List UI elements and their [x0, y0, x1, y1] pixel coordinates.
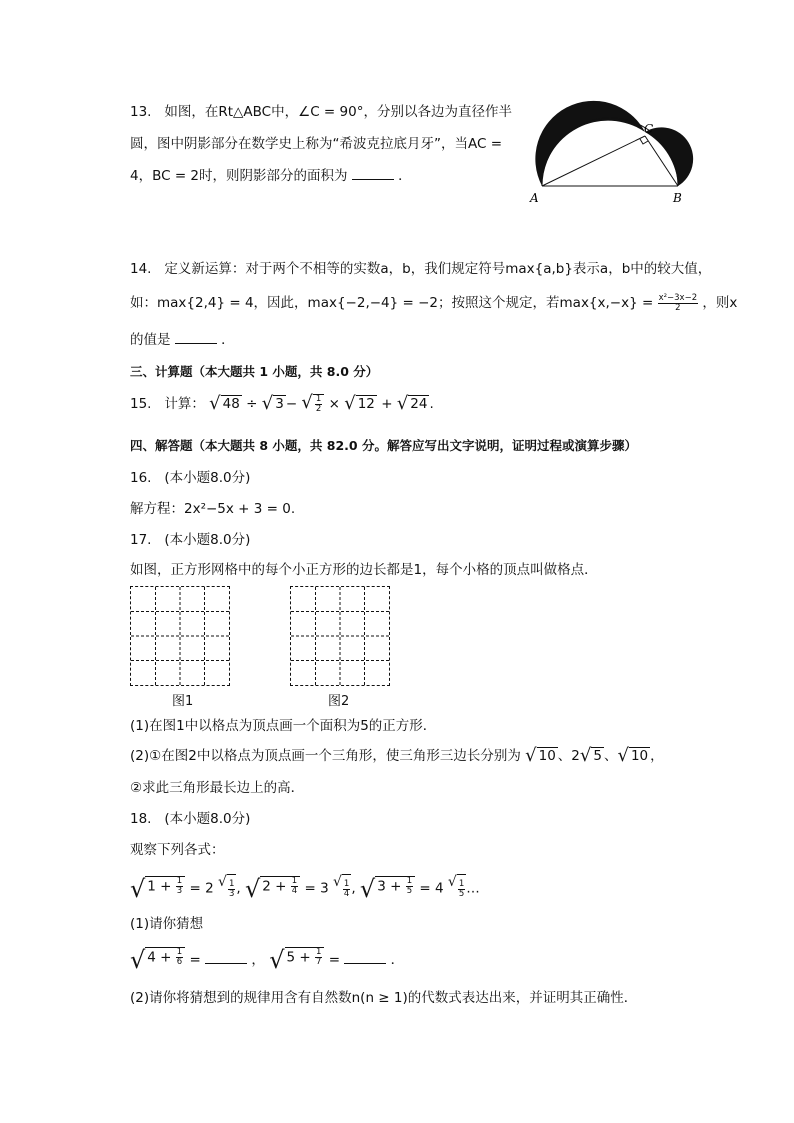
seq-1-sep: , [236, 880, 241, 897]
q18-header [130, 809, 670, 829]
q15-sqrt-12: √ 12 [344, 393, 375, 414]
q14-frac-den: 2 [675, 302, 681, 313]
q14-fraction [658, 294, 699, 313]
seq-1-rn: 1 [228, 878, 235, 889]
seq-3-sep: … [466, 880, 480, 897]
q15-line [130, 394, 670, 414]
q15-sqrt-3: √ 3 [261, 393, 284, 414]
q17-header [130, 530, 670, 550]
q15-end: . [429, 396, 434, 412]
q16-number: 16. [130, 470, 152, 486]
q15-op3: × [328, 396, 340, 412]
seq-3-rn: 1 [458, 878, 465, 889]
seq-2-d: 4 [291, 885, 298, 896]
q13-text-3: 4，BC = 2时，则阴影部分的面积为 [130, 168, 348, 184]
q15-sqrt-24: √ 24 [396, 393, 428, 414]
q13-text-1: 如图，在Rt△ABC中，∠C = 90°，分别以各边为直径作半 [164, 104, 512, 120]
guess-2-radical: √ 5 + $\frac{1}{7}$ [269, 947, 324, 973]
q15-r1: 48 [222, 396, 240, 412]
guess-1-d: 6 [176, 957, 183, 967]
q13-answer-blank[interactable] [352, 167, 394, 180]
fig2-caption: 图2 [328, 694, 350, 709]
q13-period: ． [398, 168, 412, 184]
q15-op1: ÷ [246, 396, 258, 412]
seq-3-rd: 5 [458, 888, 465, 899]
q14-line1 [130, 259, 712, 279]
hippocrates-lune-figure [528, 96, 698, 208]
q17-sep1: 、2 [557, 748, 580, 764]
q15-op2: − [285, 396, 298, 412]
guess-1-a: 4 + [147, 949, 172, 966]
guess-2-d: 7 [316, 957, 322, 967]
seq-3-n: 1 [406, 875, 413, 886]
q14-text-3: 的值是 [130, 332, 171, 348]
seq-3-eq: = 4 [419, 880, 444, 897]
seq-1-rhs: √ $\frac{1}{3}$ [218, 874, 236, 903]
q17-score: (本小题8.0分) [164, 532, 251, 548]
q17-p2-text: (2)①在图2中以格点为顶点画一个三角形，使三角形三边长分别为 [130, 748, 521, 764]
seq-1-radical: √ 1 + $\frac{1}{3}$ [130, 876, 185, 902]
q14-period: ． [221, 332, 235, 348]
q16-header [130, 468, 670, 488]
q17-part1: (1)在图1中以格点为顶点画一个面积为5的正方形． [130, 718, 437, 734]
q14-number: 14. [130, 261, 152, 277]
grid-figure-2[interactable] [290, 586, 390, 686]
label-b: B [673, 191, 682, 205]
q15-number: 15. [130, 396, 152, 412]
q15-r2: 3 [275, 396, 284, 412]
q15-sqrt-48: √ 48 [209, 393, 240, 414]
lune-bc [645, 127, 693, 186]
q13-line2: 圆，图中阴影部分在数学史上称为“希波克拉底月牙”，当AC = [130, 136, 503, 152]
seq-1-a: 1 + [147, 878, 172, 894]
q18-score: (本小题8.0分) [164, 811, 251, 827]
guess-end: ． [390, 952, 405, 968]
right-angle-mark [640, 139, 648, 144]
q17-r1: 10 [538, 748, 556, 764]
q17-sqrt-5: √ 5 [579, 745, 602, 766]
q14-line2 [130, 292, 738, 313]
q18-part1: (1)请你猜想 [130, 916, 204, 932]
grid-2-lines [291, 587, 389, 685]
q14-line3 [130, 330, 670, 350]
grid-1-lines [131, 587, 229, 685]
q15-r4: 24 [410, 396, 428, 412]
label-a: A [530, 191, 539, 205]
q14-text-2: 如：max{2,4} = 4，因此，max{−2,−4} = −2；按照这个规定，若max{x,−x} = [130, 295, 654, 311]
q18-sequence [130, 874, 670, 903]
q17-end: ， [650, 748, 664, 764]
q16-text: 解方程：2x²−5x + 3 = 0. [130, 501, 296, 517]
seq-2-radical: √ 2 + $\frac{1}{4}$ [245, 876, 300, 902]
seq-2-rd: 4 [343, 888, 350, 899]
q18-number: 18. [130, 811, 152, 827]
guess-2-a: 5 + [286, 949, 311, 966]
q15-f-num: 1 [315, 394, 322, 404]
q13-number: 13. [130, 104, 152, 120]
q14-frac-num: x²−3x−2 [658, 292, 698, 303]
section-3-title: 三、计算题（本大题共 1 小题，共 8.0 分） [130, 364, 379, 379]
seq-2-sep: , [351, 880, 356, 897]
seq-3-radical: √ 3 + $\frac{1}{5}$ [360, 876, 415, 902]
guess-2-blank[interactable] [344, 951, 386, 964]
q17-r3: 10 [630, 748, 649, 764]
guess-1-eq: = [189, 952, 201, 968]
q17-sep2: 、 [603, 748, 618, 764]
seq-2-n: 1 [291, 875, 298, 886]
q14-text-2b: ，则x [702, 295, 738, 311]
seq-1-rd: 3 [228, 888, 235, 899]
q15-op4: + [381, 396, 393, 412]
q17-number: 17. [130, 532, 152, 548]
q18-guess-line [130, 946, 670, 974]
q16-score: (本小题8.0分) [164, 470, 251, 486]
seq-3-rhs: √ $\frac{1}{5}$ [448, 874, 466, 903]
guess-comma: ， [251, 952, 265, 968]
q17-part3: ②求此三角形最长边上的高． [130, 780, 305, 796]
seq-2-eq: = 3 [304, 880, 329, 897]
q15-r3: 12 [357, 396, 375, 412]
q18-part2: (2)请你将猜想到的规律用含有自然数n(n ≥ 1)的代数式表达出来，并证明其正确性． [130, 990, 638, 1006]
q15-sqrt-half: √ $\frac{1}{2}$ [301, 394, 324, 414]
lune-ac [535, 101, 645, 186]
q18-intro: 观察下列各式： [130, 842, 225, 858]
q14-answer-blank[interactable] [175, 331, 217, 344]
guess-2-n: 1 [316, 947, 322, 957]
seq-2-rhs: √ $\frac{1}{4}$ [333, 874, 351, 903]
seq-1-n: 1 [176, 875, 183, 886]
grid-figure-1[interactable] [130, 586, 230, 686]
q17-intro: 如图，正方形网格中的每个小正方形的边长都是1，每个小格的顶点叫做格点． [130, 562, 598, 578]
q17-r2: 5 [593, 748, 602, 764]
q14-text-1: 定义新运算：对于两个不相等的实数a，b，我们规定符号max{a,b}表示a，b中的较大值， [164, 261, 712, 277]
guess-1-radical: √ 4 + $\frac{1}{6}$ [130, 947, 185, 973]
q15-label: 计算： [164, 396, 205, 412]
guess-2-eq: = [328, 952, 341, 968]
q17-sqrt-10-b: √ 10 [617, 745, 649, 766]
section-4-title: 四、解答题（本大题共 8 小题，共 82.0 分。解答应写出文字说明，证明过程或演算步骤） [130, 438, 637, 453]
label-c: C [644, 122, 654, 136]
seq-1-eq: = 2 [189, 880, 214, 897]
guess-1-n: 1 [176, 947, 183, 957]
guess-1-blank[interactable] [205, 951, 247, 964]
seq-3-a: 3 + [377, 878, 402, 894]
seq-2-a: 2 + [262, 878, 287, 894]
seq-3-d: 5 [406, 885, 413, 896]
q17-sqrt-10-a: √ 10 [525, 745, 556, 766]
seq-1-d: 3 [176, 885, 183, 896]
q17-part2 [130, 746, 670, 766]
q15-f-den: 2 [315, 404, 322, 414]
fig1-caption: 图1 [172, 694, 194, 709]
seq-2-rn: 1 [343, 878, 350, 889]
